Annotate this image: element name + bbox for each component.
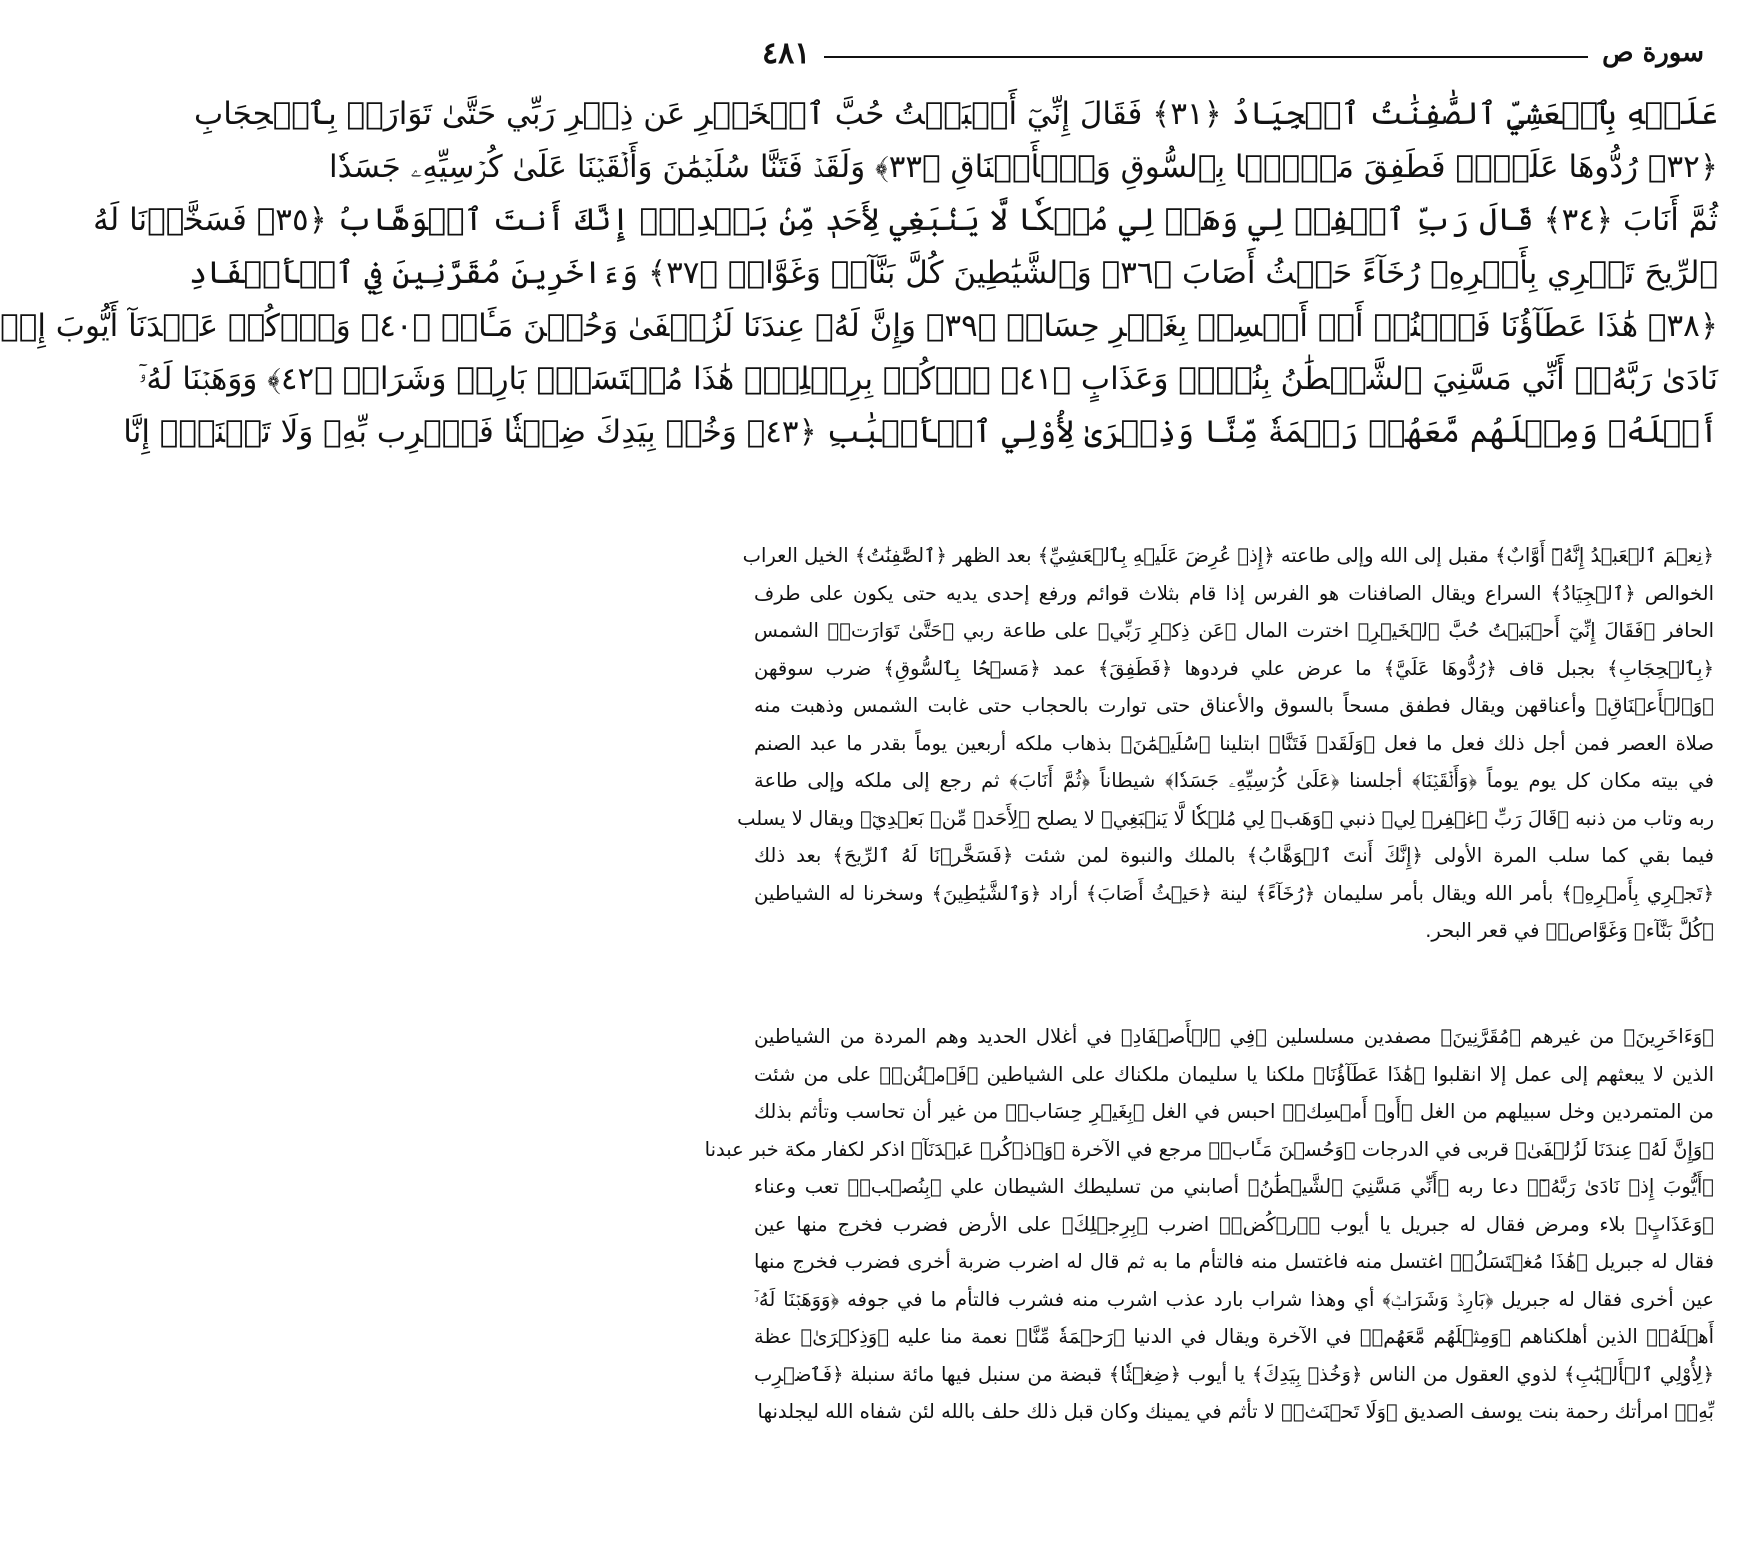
tafsir-line: فيما بقي كما سلب المرة الأولى ﴿إِنَّكَ أَنتَ ٱلۡوَهَّابُ﴾ بالملك والنبوة لمن شئت ﴿فَسَخَّرۡنَا لَهُ ٱلرِّيحَ﴾ بعد ذلك xyxy=(754,844,1714,867)
tafsir-line: ﴿أَيُّوبَ إِذۡ نَادَىٰ رَبَّهُۥٓ﴾ دعا ربه ﴿أَنِّي مَسَّنِيَ ٱلشَّيۡطَٰنُ﴾ أصابني من تسليطك الشيطان علي ﴿بِنُصۡبٖ﴾ تعب وعناء xyxy=(754,1175,1714,1198)
tafsir-line: ﴿وَعَذَابٍ﴾ بلاء ومرض فقال له جبريل يا أيوب ﴿ٱرۡكُضۡ﴾ اضرب ﴿بِرِجۡلِكَ﴾ على الأرض فضرب فخرج منها عين xyxy=(754,1212,1714,1236)
page-header xyxy=(762,28,1704,78)
tafsir-line: الحافر ﴿فَقَالَ إِنِّيٓ أَحۡبَبۡتُ حُبَّ ٱلۡخَيۡرِ﴾ اخترت المال ﴿عَن ذِكۡرِ رَبِّي﴾ على طاعة ربي ﴿حَتَّىٰ تَوَارَتۡ﴾ الشمس xyxy=(754,619,1714,642)
tafsir-line: فقال له جبريل ﴿هَٰذَا مُغۡتَسَلُۢ﴾ اغتسل منه فاغتسل منه فالتأم ما به ثم قال له اضرب ضربة أخرى فضرب فخرج منها xyxy=(754,1250,1714,1273)
tafsir-line: أَهۡلَهُۥ﴾ الذين أهلكناهم ﴿وَمِثۡلَهُم مَّعَهُمۡ﴾ في الآخرة ويقال في الدنيا ﴿رَحۡمَةٗ مِّنَّا﴾ نعمة منا عليه ﴿وَذِكۡرَىٰ﴾ عظة xyxy=(754,1325,1714,1348)
tafsir-block-1 xyxy=(737,537,1714,950)
header-rule xyxy=(824,56,1588,58)
tafsir-line: بِّهِۦ﴾ امرأتك رحمة بنت يوسف الصديق ﴿وَلَا تَحۡنَثۡ﴾ لا تأثم في يمينك وكان قبل ذلك حلف بالله لئن شفاه الله ليجلدنها xyxy=(757,1400,1714,1423)
tafsir-line: ﴿نِعۡمَ ٱلۡعَبۡدُ إِنَّهُۥٓ أَوَّابٌ﴾ مقبل إلى الله وإلى طاعته ﴿إِذۡ عُرِضَ عَلَيۡهِ بِٱلۡعَشِيِّ﴾ بعد الظهر ﴿ٱلصَّٰفِنَٰتُ﴾ الخيل العراب xyxy=(742,544,1714,567)
tafsir-line: ﴿تَجۡرِي بِأَمۡرِهِۦ﴾ بأمر الله ويقال بأمر سليمان ﴿رُخَآءً﴾ لينة ﴿حَيۡثُ أَصَابَ﴾ أراد ﴿وَٱلشَّيَٰطِينَ﴾ وسخرنا له الشياطين xyxy=(754,881,1714,905)
tafsir-line: ﴿وَإِنَّ لَهُۥ عِندَنَا لَزُلۡفَىٰ﴾ قربى في الدرجات ﴿وَحُسۡنَ مَـَٔابٖ﴾ مرجع في الآخرة ﴿وَٱذۡكُرۡ عَبۡدَنَآ﴾ اذكر لكفار مكة خبر عبدنا xyxy=(704,1137,1714,1161)
quran-line: نَادَىٰ رَبَّهُۥٓ أَنِّي مَسَّنِيَ ٱلشَّيۡطَٰنُ بِنُصۡبٖ وَعَذَابٍ ﴿٤١﴾ ٱرۡكُضۡ بِرِجۡلِكَۖ هَٰذَا مُغۡتَسَلُۢ بَارِدٞ وَشَرَابٞ ﴿٤٢﴾ وَوَهَبۡنَا لَهُۥٓ xyxy=(138,361,1718,397)
tafsir-line: من المتمردين وخل سبيلهم من الغل ﴿أَوۡ أَمۡسِكۡ﴾ احبس في الغل ﴿بِغَيۡرِ حِسَابٖ﴾ من غير أن تحاسب وتأثم بذلك xyxy=(754,1100,1714,1123)
quran-text xyxy=(0,88,1718,459)
tafsir-line: ﴿وَٱلۡأَعۡنَاقِ﴾ وأعناقهن ويقال فطفق مسحاً بالسوق والأعناق حتى توارت بالحجاب حتى غابت الشمس وذهبت منه xyxy=(754,694,1714,717)
tafsir-line: ربه وتاب من ذنبه ﴿قَالَ رَبِّ ٱغۡفِرۡ لِي﴾ ذنبي ﴿وَهَبۡ لِي مُلۡكٗا لَّا يَنۢبَغِي﴾ لا يصلح ﴿لِأَحَدٖ مِّنۢ بَعۡدِيٓ﴾ ويقال لا يسلب xyxy=(737,806,1714,830)
quran-line: عَلَيۡهِ بِٱلۡعَشِيِّ ٱلصَّٰفِنَٰتُ ٱلۡجِيَادُ ﴿٣١﴾ فَقَالَ إِنِّيٓ أَحۡبَبۡتُ حُبَّ ٱلۡخَيۡرِ عَن ذِكۡرِ رَبِّي حَتَّىٰ تَوَارَتۡ بِٱلۡحِجَابِ xyxy=(194,96,1718,132)
tafsir-line: الذين لا يبعثهم إلى عمل إلا انقلبوا ﴿هَٰذَا عَطَآؤُنَا﴾ ملكنا يا سليمان ملكناك على الشياطين ﴿فَٱمۡنُنۡ﴾ على من شئت xyxy=(754,1062,1714,1086)
quran-line: أَهۡلَهُۥ وَمِثۡلَهُم مَّعَهُمۡ رَحۡمَةٗ مِّنَّا وَذِكۡرَىٰ لِأُوْلِي ٱلۡأَلۡبَٰبِ ﴿٤٣﴾ وَخُذۡ بِيَدِكَ ضِغۡثٗا فَٱضۡرِب بِّهِۦ وَلَا تَحۡنَثۡۗ إِنَّا xyxy=(123,414,1718,450)
tafsir-line: عين أخرى فقال له جبريل ﴿بَارِدٞ وَشَرَابٞ﴾ أي وهذا شراب بارد عذب اشرب منه فشرب فالتأم ما في جوفه ﴿وَوَهَبۡنَا لَهُۥٓ xyxy=(754,1287,1714,1311)
quran-line: ﴿٣٨﴾ هَٰذَا عَطَآؤُنَا فَٱمۡنُنۡ أَوۡ أَمۡسِكۡ بِغَيۡرِ حِسَابٖ ﴿٣٩﴾ وَإِنَّ لَهُۥ عِندَنَا لَزُلۡفَىٰ وَحُسۡنَ مَـَٔابٖ ﴿٤٠﴾ وَٱذۡكُرۡ عَبۡدَنَآ أَيُّوبَ إِذۡ xyxy=(0,308,1718,344)
page-number: ٤٨١ xyxy=(762,35,811,71)
surah-name: سورة ص xyxy=(1602,38,1704,68)
quran-line: ٱلرِّيحَ تَجۡرِي بِأَمۡرِهِۦ رُخَآءً حَيۡثُ أَصَابَ ﴿٣٦﴾ وَٱلشَّيَٰطِينَ كُلَّ بَنَّآءٖ وَغَوَّاصٖ ﴿٣٧﴾ وَءَاخَرِينَ مُقَرَّنِينَ فِي ٱلۡأَصۡفَادِ xyxy=(189,255,1718,291)
tafsir-line: الخوالص ﴿ٱلۡجِيَادُ﴾ السراع ويقال الصافنات هو الفرس إذا قام بثلاث قوائم ورفع إحدى يديه حتى يكون على طرف xyxy=(754,581,1714,605)
tafsir-line: صلاة العصر فمن أجل ذلك فعل ما فعل ﴿وَلَقَدۡ فَتَنَّا﴾ ابتلينا ﴿سُلَيۡمَٰنَ﴾ بذهاب ملكه أربعين يوماً بقدر ما عبد الصنم xyxy=(754,731,1714,755)
tafsir-line: ﴿لِأُوْلِي ٱلۡأَلۡبَٰبِ﴾ لذوي العقول من الناس ﴿وَخُذۡ بِيَدِكَ﴾ يا أيوب ﴿ضِغۡثٗا﴾ قبضة من سنبل فيها مائة سنبلة ﴿فَٱضۡرِب xyxy=(754,1362,1714,1386)
tafsir-block-2 xyxy=(704,1018,1714,1431)
quran-line: ﴿٣٢﴾ رُدُّوهَا عَلَيَّۖ فَطَفِقَ مَسۡحَۢا بِٱلسُّوقِ وَٱلۡأَعۡنَاقِ ﴿٣٣﴾ وَلَقَدۡ فَتَنَّا سُلَيۡمَٰنَ وَأَلۡقَيۡنَا عَلَىٰ كُرۡسِيِّهِۦ جَسَدٗا xyxy=(329,149,1718,185)
tafsir-line: في بيته مكان كل يوم يوماً ﴿وَأَلۡقَيۡنَا﴾ أجلسنا ﴿عَلَىٰ كُرۡسِيِّهِۦ جَسَدٗا﴾ شيطاناً ﴿ثُمَّ أَنَابَ﴾ ثم رجع إلى ملكه وإلى طاعة xyxy=(754,769,1714,792)
tafsir-line: ﴿كُلَّ بَنَّآءٖ وَغَوَّاصٖ﴾ في قعر البحر. xyxy=(1425,919,1714,942)
tafsir-line: ﴿وَءَاخَرِينَ﴾ من غيرهم ﴿مُقَرَّنِينَ﴾ مصفدين مسلسلين ﴿فِي ٱلۡأَصۡفَادِ﴾ في أغلال الحديد وهم المردة من الشياطين xyxy=(754,1025,1714,1048)
quran-line: ثُمَّ أَنَابَ ﴿٣٤﴾ قَالَ رَبِّ ٱغۡفِرۡ لِي وَهَبۡ لِي مُلۡكٗا لَّا يَنۢبَغِي لِأَحَدٖ مِّنۢ بَعۡدِيٓۖ إِنَّكَ أَنتَ ٱلۡوَهَّابُ ﴿٣٥﴾ فَسَخَّرۡنَا لَهُ xyxy=(93,202,1718,238)
tafsir-line: ﴿بِٱلۡحِجَابِ﴾ بجبل قاف ﴿رُدُّوهَا عَلَيَّ﴾ ما عرض علي فردوها ﴿فَطَفِقَ﴾ عمد ﴿مَسۡحَۢا بِٱلسُّوقِ﴾ ضرب سوقهن xyxy=(754,656,1714,680)
